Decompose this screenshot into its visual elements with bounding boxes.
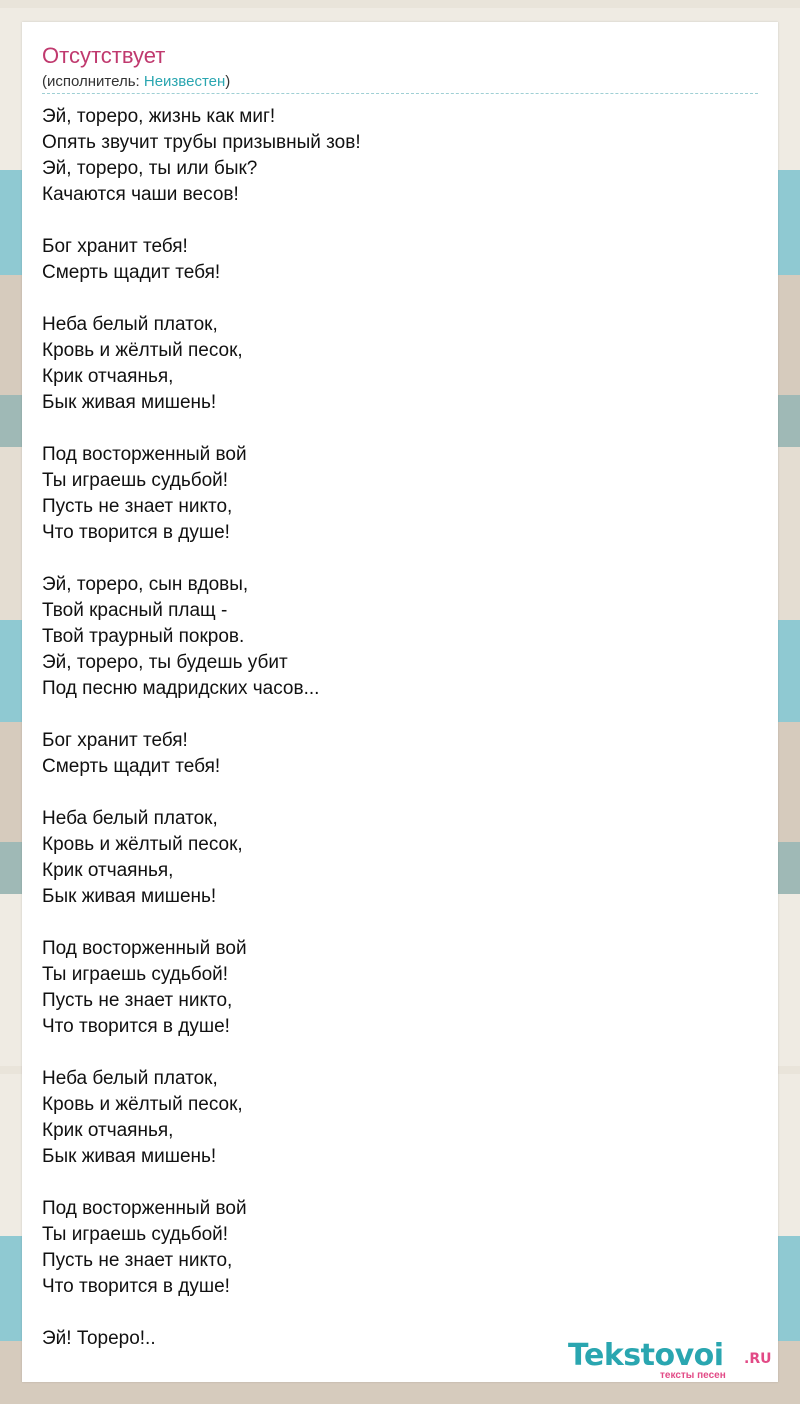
stanza-break xyxy=(42,1300,742,1326)
stanza-break xyxy=(42,910,742,936)
lyric-line: Что творится в душе! xyxy=(42,1276,230,1297)
artist-link[interactable]: Неизвестен xyxy=(143,73,226,90)
lyric-line: Неба белый платок, xyxy=(42,314,218,335)
lyric-line: Бык живая мишень! xyxy=(42,392,217,413)
logo-name: Tekstovoi xyxy=(568,1338,724,1373)
stanza-break xyxy=(42,286,742,312)
lyric-line: Кровь и жёлтый песок, xyxy=(42,340,243,361)
lyric-line: Эй! Тореро!.. xyxy=(42,1328,156,1349)
lyric-line: Крик отчаянья, xyxy=(42,366,174,387)
stanza-break xyxy=(42,702,742,728)
stanza-break xyxy=(42,1040,742,1066)
lyrics-text xyxy=(42,104,742,1352)
artist-suffix: ) xyxy=(225,73,231,90)
lyric-line: Опять звучит трубы призывный зов! xyxy=(42,132,361,153)
lyric-line: Под восторженный вой xyxy=(42,444,247,465)
artist-prefix: (исполнитель: xyxy=(42,73,144,90)
song-title: Отсутствует xyxy=(42,43,166,68)
stanza-break xyxy=(42,208,742,234)
stanza-break xyxy=(42,780,742,806)
lyric-line: Неба белый платок, xyxy=(42,808,218,829)
stanza-break xyxy=(42,546,742,572)
lyric-line: Под песню мадридских часов... xyxy=(42,678,320,699)
site-logo[interactable] xyxy=(568,1338,778,1382)
lyric-line: Эй, тореро, жизнь как миг! xyxy=(42,106,276,127)
lyric-line: Под восторженный вой xyxy=(42,1198,247,1219)
lyric-line: Эй, тореро, сын вдовы, xyxy=(42,574,249,595)
lyric-line: Качаются чаши весов! xyxy=(42,184,239,205)
lyric-line: Что творится в душе! xyxy=(42,1016,230,1037)
artist-line xyxy=(42,72,230,92)
stanza-break xyxy=(42,1170,742,1196)
lyric-line: Эй, тореро, ты будешь убит xyxy=(42,652,288,673)
lyric-line: Крик отчаянья, xyxy=(42,1120,174,1141)
lyric-line: Крик отчаянья, xyxy=(42,860,174,881)
lyric-line: Пусть не знает никто, xyxy=(42,1250,233,1271)
lyric-line: Бык живая мишень! xyxy=(42,1146,217,1167)
lyrics-card xyxy=(22,22,778,1382)
title-divider xyxy=(42,93,758,94)
lyric-line: Пусть не знает никто, xyxy=(42,990,233,1011)
lyric-line: Бык живая мишень! xyxy=(42,886,217,907)
lyric-line: Неба белый платок, xyxy=(42,1068,218,1089)
lyric-line: Ты играешь судьбой! xyxy=(42,470,229,491)
lyric-line: Что творится в душе! xyxy=(42,522,230,543)
lyric-line: Кровь и жёлтый песок, xyxy=(42,834,243,855)
lyric-line: Смерть щадит тебя! xyxy=(42,262,221,283)
logo-tagline: тексты песен xyxy=(660,1370,726,1381)
lyric-line: Под восторженный вой xyxy=(42,938,247,959)
lyric-line: Твой красный плащ - xyxy=(42,600,228,621)
lyric-line: Ты играешь судьбой! xyxy=(42,1224,229,1245)
lyric-line: Бог хранит тебя! xyxy=(42,236,188,257)
lyric-line: Кровь и жёлтый песок, xyxy=(42,1094,243,1115)
lyric-line: Бог хранит тебя! xyxy=(42,730,188,751)
lyric-line: Смерть щадит тебя! xyxy=(42,756,221,777)
lyric-line: Пусть не знает никто, xyxy=(42,496,233,517)
stanza-break xyxy=(42,416,742,442)
lyric-line: Ты играешь судьбой! xyxy=(42,964,229,985)
logo-tld: .RU xyxy=(744,1351,772,1367)
lyric-line: Эй, тореро, ты или бык? xyxy=(42,158,258,179)
lyric-line: Твой траурный покров. xyxy=(42,626,245,647)
